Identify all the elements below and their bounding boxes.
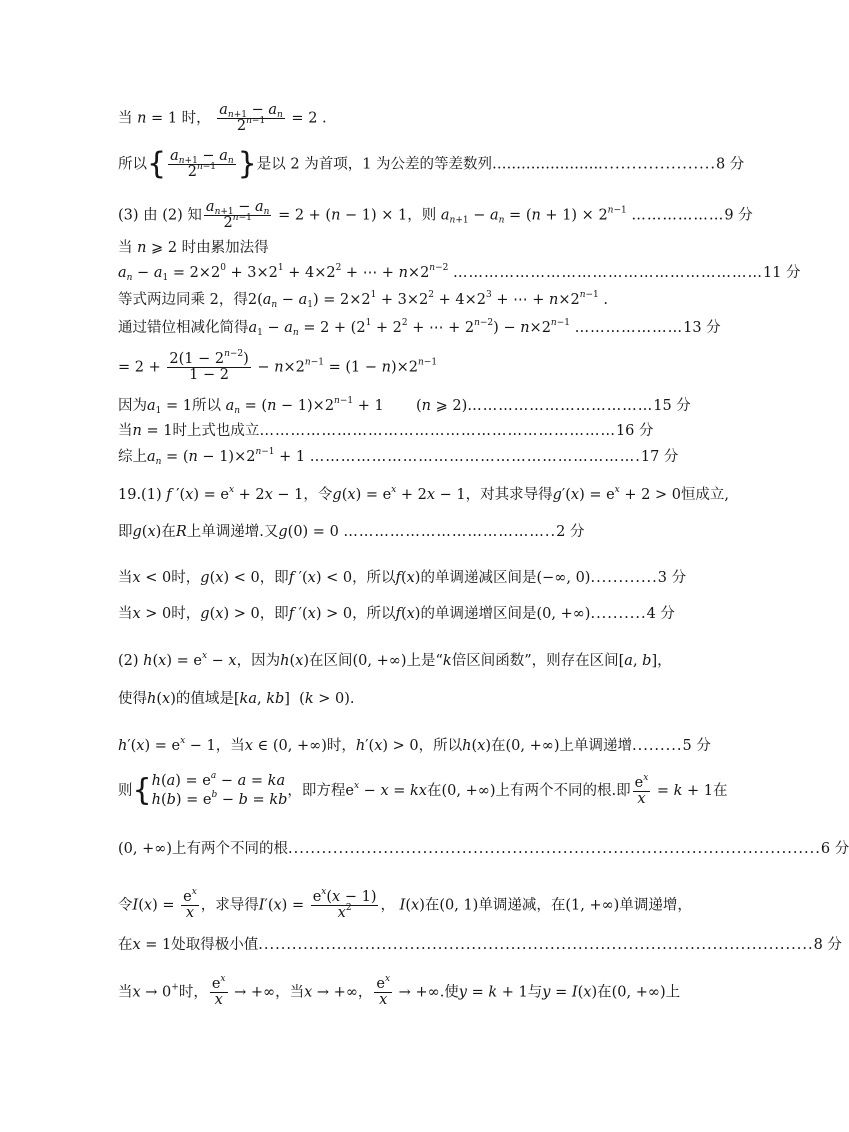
text-line-20: (0, +∞)上有两个不同的根...............................................................................................6 分 [118, 841, 849, 857]
text-line-23: 当x → 0+时， $\frac{e^x}{x}$ → +∞，当x → +∞， $\frac{e^x}{x}$ → +∞.使y = k + 1与y = I(x)在(0, +∞)上 [118, 974, 681, 1008]
text-line-11: 综上$a_n = (n - 1)\times 2^{n-1} + 1$ ……………………………………………………….17 分 [118, 447, 679, 467]
text-line-5: $a_n - a_1 = 2\times 2^0 + 3\times 2^1 + 4\times 2^2$ + ⋯ + $n\times 2^{n-2}$ ……………………………………………………11 分 [118, 263, 801, 283]
text-line-6: 等式两边同乘 2，得$2(a_n - a_1) = 2\times 2^1 + 3\times 2^2 + 4\times 2^3$ + ⋯ + $n\times 2^{n-1}$ . [118, 290, 608, 310]
text-line-15: 当x > 0时，g(x) > 0，即f ′(x) > 0，所以f(x)的单调递增区间是(0, +∞)..........4 分 [118, 606, 675, 622]
text-line-8: = 2 + $\frac{2(1 - 2^{n-2})}{1 - 2}$ − $n\times 2^{n-1} = (1 - n)\times 2^{n-1}$ [118, 349, 438, 383]
text-line-3: (3) 由 (2) 知 $\frac{a_{n+1} - a_n}{2^{n-1}}$ = 2 + (n − 1) × 1，则 $a_{n+1} - a_n = (n + 1) \times 2^{n-1}$ ………………9 分 [118, 199, 753, 231]
text-line-17: 使得h(x)的值域是[ka, kb] (k > 0). [118, 691, 355, 707]
text-line-1: 当 n = 1 时， $\frac{a_{n+1} - a_n}{2^{n-1}}$ = 2 . [118, 102, 327, 134]
text-line-13: 即g(x)在R上单调递增.又g(0) = 0 …………………………………..2 分 [118, 524, 585, 540]
text-line-16: (2) $h(x) = e^x - x$，因为h(x)在区间(0, +∞)上是“k倍区间函数”，则存在区间[a, b]， [118, 651, 672, 669]
text-line-18: $h'(x) = e^x - 1$，当x ∈ (0, +∞)时，h′(x) > 0，所以h(x)在(0, +∞)上单调递增.........5 分 [118, 736, 711, 754]
text-line-22: 在x = 1处取得极小值...................................................................................................8 分 [118, 937, 842, 953]
text-line-4: 当 n ⩾ 2 时由累加法得 [118, 240, 269, 256]
text-line-2: 所以{ $\frac{a_{n+1} - a_n}{2^{n-1}}$ }是以 2 为首项，1 为公差的等差数列…………………......................8 分 [118, 146, 745, 182]
text-line-10: 当n = 1时上式也成立……………………………………………………………16 分 [118, 423, 654, 439]
text-line-9: 因为$a_1 = 1$所以 $a_n = (n - 1)\times 2^{n-1} + 1$ (n ⩾ 2)………………………………15 分 [118, 396, 691, 416]
text-line-7: 通过错位相减化简得$a_1 - a_n = 2 + (2^1 + 2^2$ + ⋯ + $2^{n-2}) - n\times 2^{n-1}$ …………………13 分 [118, 318, 721, 338]
text-line-21: 令I(x) = $\frac{e^x}{x}$ ，求导得I′(x) = $\frac{e^x(x - 1)}{x^2}$ ， I(x)在(0, 1)单调递减，在(1, +∞)单调递增， [118, 887, 692, 921]
text-line-19: 则{ $h(a) = e^a - a$ = ka $h(b) = e^b - b$ = kb ，即方程$e^x - x$ = kx在(0, +∞)上有两个不同的根.即 $\frac{e^x}{x}$ = k + 1在 [118, 771, 728, 808]
text-line-14: 当x < 0时，g(x) < 0，即f ′(x) < 0，所以f(x)的单调递减区间是(−∞, 0)............3 分 [118, 570, 687, 586]
text-line-12: 19.(1) f $'(x) = e^x + 2x - 1$，令$g(x) = e^x + 2x - 1$，对其求导得$g'(x) = e^x + 2 > 0$恒成立, [118, 485, 730, 503]
